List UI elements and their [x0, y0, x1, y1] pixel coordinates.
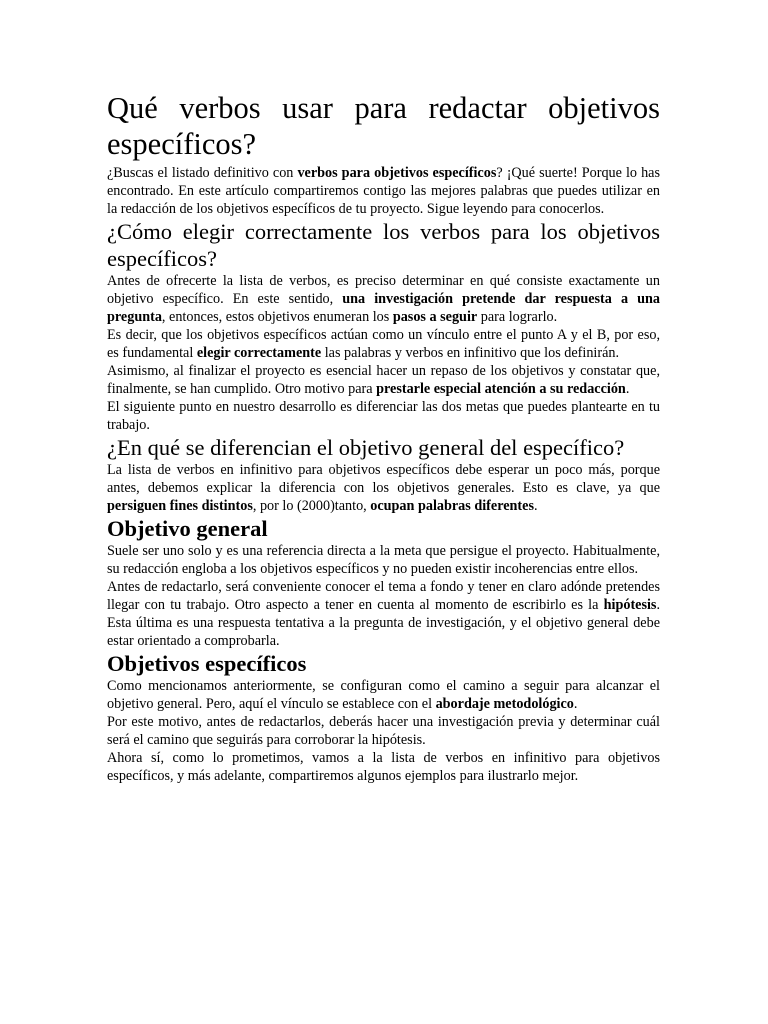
text-run: las palabras y verbos en infinitivo que los definirán.	[321, 345, 620, 361]
text-run: para lograrlo.	[477, 309, 558, 325]
section-heading-choose-verbs: ¿Cómo elegir correctamente los verbos para los objetivos específicos?	[107, 219, 660, 271]
bold-text: una investigación pretende dar respuesta a una pregunta	[107, 291, 660, 325]
paragraph: Por este motivo, antes de redactarlos, deberás hacer una investigación previa y determinar cuál será el camino que seguirás para corroborar la hipótesis.	[107, 714, 660, 748]
paragraph	[107, 272, 660, 326]
bold-text: persiguen fines distintos	[107, 498, 253, 514]
text-run: ¿Buscas el listado definitivo con	[107, 165, 298, 181]
section-heading-general-objective: Objetivo general	[107, 516, 268, 541]
paragraph: Suele ser uno solo y es una referencia directa a la meta que persigue el proyecto. Habitualmente, su redacción engloba a los objetivos específicos y no pueden existir incoherencias entre ellos.	[107, 543, 660, 577]
bold-text: ocupan palabras diferentes	[370, 498, 534, 514]
section-heading-specific-objectives: Objetivos específicos	[107, 651, 307, 676]
paragraph	[107, 362, 660, 398]
text-run: . Esta última es una respuesta tentativa a la pregunta de investigación, y el objetivo general debe estar orientado a comprobarla.	[107, 597, 660, 649]
text-run: , entonces, estos objetivos enumeran los	[161, 309, 393, 325]
text-run: .	[533, 498, 538, 514]
bold-text: elegir correctamente	[196, 345, 322, 361]
text-run: Asimismo, al finalizar el proyecto es esencial hacer un repaso de los objetivos y constatar que, finalmente, se han cumplido. Otro motivo para	[107, 363, 660, 397]
text-run: Antes de redactarlo, será conveniente conocer el tema a fondo y tener en claro adónde pretendes llegar con tu trabajo. Otro aspecto a tener en cuenta al momento de escribirlo es la	[107, 579, 660, 613]
page-title: Qué verbos usar para redactar objetivos específicos?	[107, 91, 660, 161]
paragraph	[107, 677, 660, 713]
text-run: .	[573, 696, 578, 712]
bold-text: pasos a seguir	[392, 309, 478, 325]
paragraph: Ahora sí, como lo prometimos, vamos a la lista de verbos en infinitivo para objetivos específicos, y más adelante, compartiremos algunos ejemplos para ilustrarlo mejor.	[107, 750, 660, 784]
bold-text: verbos para objetivos específicos	[297, 165, 497, 181]
bold-text: hipótesis	[603, 597, 657, 613]
text-run: Antes de ofrecerte la lista de verbos, es preciso determinar en qué consiste exactamente un objetivo específico. En este sentido,	[107, 273, 660, 307]
text-run: ? ¡Qué suerte! Porque lo has encontrado. En este artículo compartiremos contigo las mejores palabras que puedes utilizar en la redacción de los objetivos específicos de tu proyecto. Sigue leyendo para conocerlos.	[107, 165, 660, 217]
paragraph	[107, 461, 660, 515]
paragraph	[107, 326, 660, 362]
intro-paragraph	[107, 164, 660, 218]
bold-text: abordaje metodológico	[435, 696, 574, 712]
paragraph	[107, 578, 660, 650]
text-run: Es decir, que los objetivos específicos actúan como un vínculo entre el punto A y el B, por eso, es fundamental	[107, 327, 660, 361]
paragraph: El siguiente punto en nuestro desarrollo es diferenciar las dos metas que puedes plantearte en tu trabajo.	[107, 399, 660, 433]
text-run: La lista de verbos en infinitivo para objetivos específicos debe esperar un poco más, porque antes, debemos explicar la diferencia con los objetivos generales. Esto es clave, ya que	[107, 462, 660, 496]
text-run: .	[625, 381, 630, 397]
bold-text: prestarle especial atención a su redacción	[376, 381, 626, 397]
section-heading-difference: ¿En qué se diferencian el objetivo general del específico?	[107, 435, 625, 460]
text-run: , por lo (2000)tanto,	[252, 498, 371, 514]
document-body	[107, 90, 660, 785]
text-run: Como mencionamos anteriormente, se configuran como el camino a seguir para alcanzar el objetivo general. Pero, aquí el vínculo se establece con el	[107, 678, 660, 712]
